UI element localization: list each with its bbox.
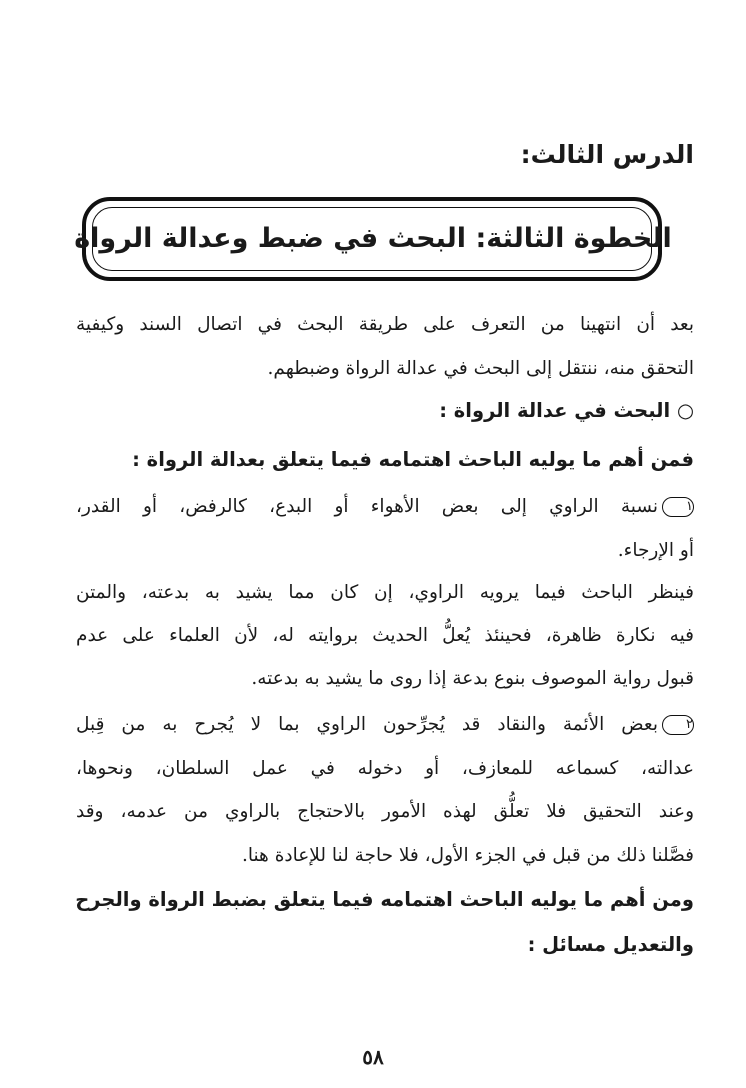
page-number: ٥٨ [362, 1045, 384, 1069]
paragraph1-line2: التحقق منه، ننتقل إلى البحث في عدالة الرواة وضبطهم. [267, 358, 694, 379]
paragraph2-line3: قبول رواية الموصوف بنوع بدعة إذا روى ما يشيد به بدعته. [251, 668, 694, 689]
item1-line2: أو الإرجاء. [617, 540, 694, 561]
intro-dabt-line1: ومن أهم ما يوليه الباحث اهتمامه فيما يتعلق بضبط الرواة والجرح [75, 888, 694, 911]
paragraph2-line1: فينظر الباحث فيما يرويه الراوي، إن كان مما يشيد به بدعته، والمتن [76, 582, 694, 603]
subheading-adala: ○ البحث في عدالة الرواة : [439, 399, 694, 422]
item2-text: بعض الأئمة والنقاد قد يُجرِّحون الراوي بما لا يُجرح به من قِبل [76, 714, 658, 735]
lesson-heading: الدرس الثالث: [520, 140, 694, 169]
item1-line1 [76, 492, 694, 522]
item2-line4: فصَّلنا ذلك من قبل في الجزء الأول، فلا حاجة لنا للإعادة هنا. [241, 845, 694, 866]
paragraph1-line1: بعد أن انتهينا من التعرف على طريقة البحث في اتصال السند وكيفية [76, 314, 694, 335]
intro-adala: فمن أهم ما يوليه الباحث اهتمامه فيما يتعلق بعدالة الرواة : [132, 448, 694, 471]
paragraph2-line2: فيه نكارة ظاهرة، فحينئذ يُعلُّ الحديث بروايته له، لأن العلماء على عدم [76, 625, 694, 646]
item2-line3: وعند التحقيق فلا تعلُّق لهذه الأمور بالاحتجاج بالراوي من عدمه، وقد [76, 801, 694, 822]
item2-number-badge: ٢ [662, 715, 694, 735]
item2-line2: عدالته، كسماعه للمعازف، أو دخوله في عمل السلطان، ونحوها، [76, 758, 694, 779]
item1-number-badge: ١ [662, 497, 694, 517]
intro-dabt-line2: والتعديل مسائل : [527, 933, 694, 956]
item2-line1 [76, 710, 694, 740]
section-title: الخطوة الثالثة: البحث في ضبط وعدالة الرواة [74, 223, 672, 254]
item1-text: نسبة الراوي إلى بعض الأهواء أو البدع، كالرفض، أو القدر، [76, 496, 658, 517]
